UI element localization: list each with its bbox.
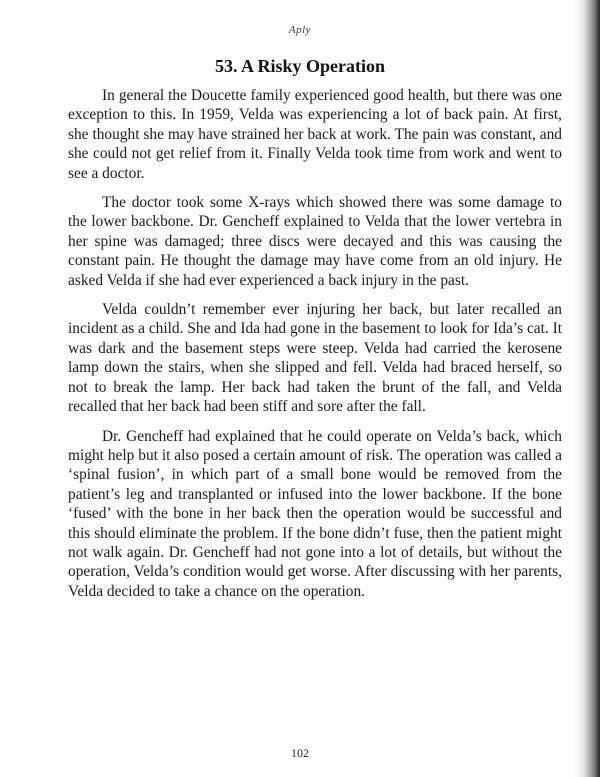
page-edge-shadow [574,0,600,777]
paragraph-2: The doctor took some X-rays which showed there was some damage to the lower backbone. Dr. Gencheff explained to Velda that the lower vertebra in her spine was damaged; three discs were decayed and this was causing the constant pain. He thought the damage may have come from an old injury. He asked Velda if she had ever experienced a back injury in the past. [68,194,562,289]
paragraph-1: In general the Doucette family experienced good health, but there was one exception to this. In 1959, Velda was experiencing a lot of back pain. At first, she thought she may have strained her back at work. The pain was constant, and she could not get relief from it. Finally Velda took time from work and went to see a doctor. [68,87,562,182]
paragraph-3: Velda couldn’t remember ever injuring her back, but later recalled an incident as a child. She and Ida had gone in the basement to look for Ida’s cat. It was dark and the basement steps were steep. Velda had carried the kerosene lamp down the stairs, when she slipped and fell. Velda had braced herself, so not to break the lamp. Her back had taken the brunt of the fall, and Velda recalled that her back had been stiff and sore after the fall. [68,301,562,416]
paragraph-4: Dr. Gencheff had explained that he could operate on Velda’s back, which might help but it also posed a certain amount of risk. The operation was called a ‘spinal fusion’, in which part of a small bone would be removed from the patient’s leg and transplanted or infused into the lower backbone. If the bone ‘fused’ with the bone in her back then the operation would be successful and this should eliminate the problem. If the bone didn’t fuse, then the patient might not walk again. Dr. Gencheff had not gone into a lot of details, but without the operation, Velda’s condition would get worse. After discussing with her parents, Velda decided to take a chance on the operation. [68,427,562,600]
chapter-title: 53. A Risky Operation [214,56,386,76]
running-head: Aply [288,24,312,36]
page-number: 102 [291,746,309,760]
body-text [68,86,562,611]
